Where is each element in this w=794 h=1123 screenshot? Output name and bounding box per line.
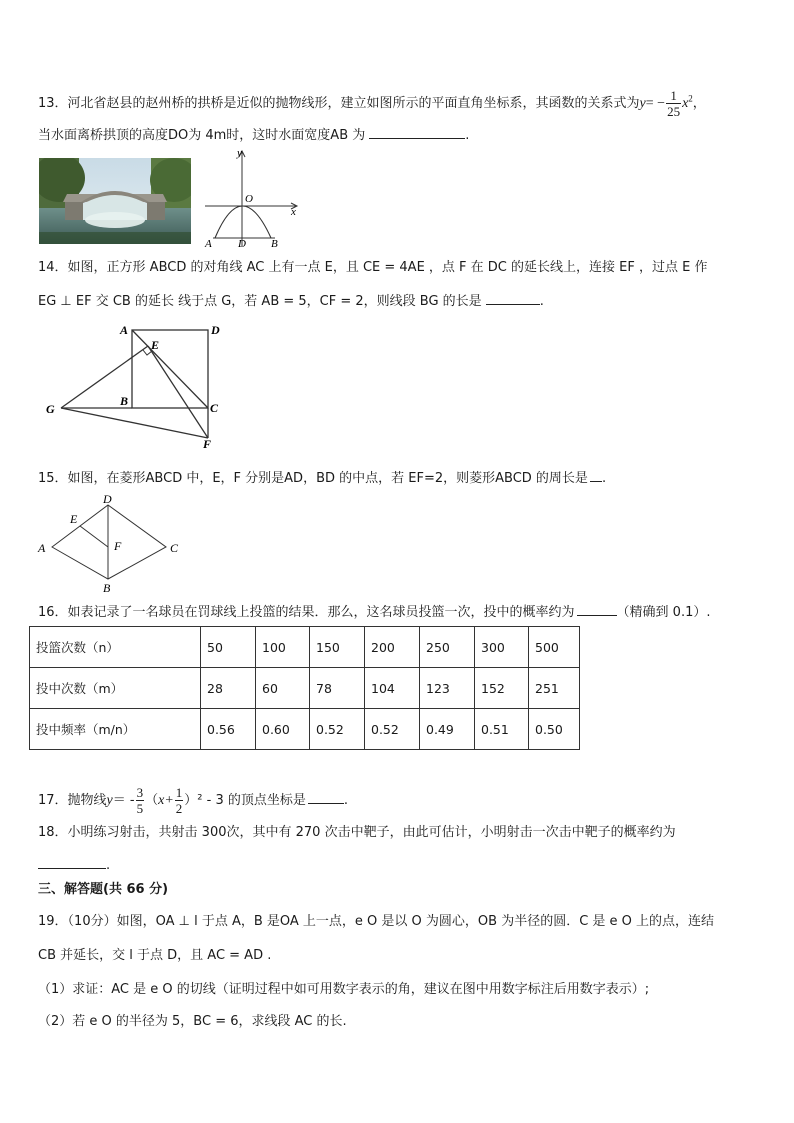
q17-f1-den: 5 bbox=[136, 801, 144, 816]
q13-frac-num: 1 bbox=[666, 88, 681, 104]
q15-rhombus-figure bbox=[36, 492, 186, 600]
q13-parabola-graph bbox=[203, 146, 303, 252]
q13-eq-y: y bbox=[639, 96, 646, 111]
graph-x-label: x bbox=[291, 206, 296, 218]
q19-part1: （1）求证：AC 是 e O 的切线（证明过程中如可用数字表示的角，建议在图中用数字标注后用数字表示）; bbox=[38, 982, 650, 997]
q13-line2-text: 当水面离桥拱顶的高度DO为 4m时，这时水面宽度AB 为 bbox=[38, 128, 366, 143]
table-row bbox=[30, 627, 580, 668]
table-cell: 投中频率（m/n） bbox=[30, 709, 201, 750]
q14-label-d: D bbox=[211, 323, 220, 337]
graph-b-label: B bbox=[271, 238, 278, 248]
graph-y-label: y bbox=[237, 147, 242, 159]
q17-eq-equals: ＝ - bbox=[112, 793, 135, 808]
q13-eq-equals: = − bbox=[645, 96, 666, 111]
q17-f1-num: 3 bbox=[136, 785, 144, 800]
q15-text: 15．如图，在菱形ABCD 中，E，F 分别是AD，BD 的中点，若 EF=2，则菱形ABCD 的周长是 bbox=[38, 471, 588, 486]
table-cell: 投中次数（m） bbox=[30, 668, 201, 709]
q13-line1 bbox=[38, 88, 706, 119]
table-cell: 0.60 bbox=[256, 709, 310, 750]
q17-eq-x: x+ bbox=[158, 793, 174, 808]
q15-label-d: D bbox=[103, 492, 112, 506]
graph-o-label: O bbox=[245, 193, 253, 205]
q19-line1: 19．（10分）如图，OA ⊥ l 于点 A，B 是OA 上一点，e O 是以 O 为圆心，OB 为半径的圆．C 是 e O 上的点，连结 bbox=[38, 914, 715, 929]
q14-label-f: F bbox=[203, 437, 212, 448]
q15-label-a: A bbox=[38, 541, 46, 555]
table-cell: 78 bbox=[310, 668, 365, 709]
table-cell: 500 bbox=[529, 627, 580, 668]
table-cell: 28 bbox=[201, 668, 256, 709]
q14-label-a: A bbox=[120, 323, 129, 337]
graph-a-label: A bbox=[205, 238, 212, 248]
q13-text: 13．河北省赵县的赵州桥的拱桥是近似的抛物线形，建立如图所示的平面直角坐标系，其函数的关系式为 bbox=[38, 96, 640, 111]
q18-answer-blank[interactable] bbox=[38, 854, 106, 869]
q17-prefix: 17．抛物线 bbox=[38, 793, 107, 808]
table-row bbox=[30, 668, 580, 709]
table-cell: 投篮次数（n） bbox=[30, 627, 201, 668]
q15-label-b: B bbox=[103, 581, 111, 595]
q13-eq-x: x bbox=[682, 96, 689, 111]
q16-answer-blank[interactable] bbox=[577, 601, 617, 616]
table-cell: 50 bbox=[201, 627, 256, 668]
table-cell: 0.51 bbox=[475, 709, 529, 750]
q13-eq-sup: 2 bbox=[688, 93, 693, 104]
table-cell: 60 bbox=[256, 668, 310, 709]
table-cell: 0.49 bbox=[420, 709, 475, 750]
q14-line2-end: . bbox=[539, 294, 544, 309]
q14-label-e: E bbox=[151, 338, 160, 352]
q15-answer-blank[interactable] bbox=[590, 467, 602, 482]
q17-f2-num: 1 bbox=[175, 785, 183, 800]
q17-f2-den: 2 bbox=[175, 801, 183, 816]
q18-line1: 18．小明练习射击，共射击 300次，其中有 270 次击中靶子，由此可估计，小明射击一次击中靶子的概率约为 bbox=[38, 825, 676, 840]
q18-end: . bbox=[106, 858, 111, 873]
q14-line2 bbox=[38, 290, 544, 312]
q16-results-table bbox=[29, 626, 580, 750]
table-cell: 100 bbox=[256, 627, 310, 668]
q17-fraction-1 bbox=[136, 785, 145, 816]
table-cell: 200 bbox=[365, 627, 420, 668]
q16-text: 16．如表记录了一名球员在罚球线上投篮的结果．那么，这名球员投篮一次，投中的概率约为 bbox=[38, 605, 575, 620]
graph-d-label: D bbox=[238, 238, 246, 248]
q14-label-c: C bbox=[210, 401, 219, 415]
q13-frac-den: 25 bbox=[667, 104, 681, 119]
q16-end: （精确到 0.1）. bbox=[616, 605, 711, 620]
q15-line1 bbox=[38, 467, 606, 489]
table-cell: 251 bbox=[529, 668, 580, 709]
q17-paren-close: ） bbox=[184, 793, 198, 808]
table-cell: 0.56 bbox=[201, 709, 256, 750]
q13-line2-end: . bbox=[465, 128, 470, 143]
q17-tail: ² - 3 的顶点坐标是 bbox=[197, 793, 306, 808]
table-cell: 250 bbox=[420, 627, 475, 668]
q17-eq-y: y bbox=[106, 793, 113, 808]
q15-label-f: F bbox=[114, 539, 122, 553]
q15-label-e: E bbox=[70, 512, 78, 526]
q13-line2 bbox=[38, 124, 469, 146]
q14-label-g: G bbox=[46, 402, 55, 416]
table-cell: 150 bbox=[310, 627, 365, 668]
section-title: 三、解答题(共 66 分) bbox=[38, 882, 169, 897]
q17-fraction-2 bbox=[175, 785, 184, 816]
table-cell: 0.52 bbox=[310, 709, 365, 750]
q16-line1 bbox=[38, 601, 711, 623]
q17-line1 bbox=[38, 785, 348, 816]
table-cell: 152 bbox=[475, 668, 529, 709]
q14-line1: 14．如图，正方形 ABCD 的对角线 AC 上有一点 E，且 CE = 4AE ，点 F 在 DC 的延长线上，连接 EF ，过点 E 作 bbox=[38, 260, 708, 275]
table-cell: 104 bbox=[365, 668, 420, 709]
zhaozhou-bridge-photo bbox=[39, 158, 191, 244]
table-cell: 0.52 bbox=[365, 709, 420, 750]
table-cell: 0.50 bbox=[529, 709, 580, 750]
q19-line2: CB 并延长，交 l 于点 D，且 AC = AD . bbox=[38, 948, 272, 963]
q18-line2 bbox=[38, 854, 110, 876]
q15-end: . bbox=[601, 471, 607, 486]
q14-label-b: B bbox=[120, 394, 129, 408]
q14-answer-blank[interactable] bbox=[486, 290, 540, 305]
table-cell: 123 bbox=[420, 668, 475, 709]
table-cell: 300 bbox=[475, 627, 529, 668]
q14-line2-text: EG ⊥ EF 交 CB 的延长 线于点 G，若 AB = 5，CF = 2，则线段 BG 的长是 bbox=[38, 294, 482, 309]
q19-part2: （2）若 e O 的半径为 5，BC = 6，求线段 AC 的长. bbox=[38, 1014, 347, 1029]
q17-end: . bbox=[343, 793, 349, 808]
q14-square-figure bbox=[42, 318, 232, 452]
table-row bbox=[30, 709, 580, 750]
q17-paren-open: （ bbox=[145, 793, 159, 808]
q13-comma: ， bbox=[692, 96, 706, 111]
q17-answer-blank[interactable] bbox=[308, 789, 344, 804]
q15-label-c: C bbox=[170, 541, 179, 555]
q13-fraction bbox=[666, 88, 681, 119]
q13-answer-blank[interactable] bbox=[369, 124, 465, 139]
